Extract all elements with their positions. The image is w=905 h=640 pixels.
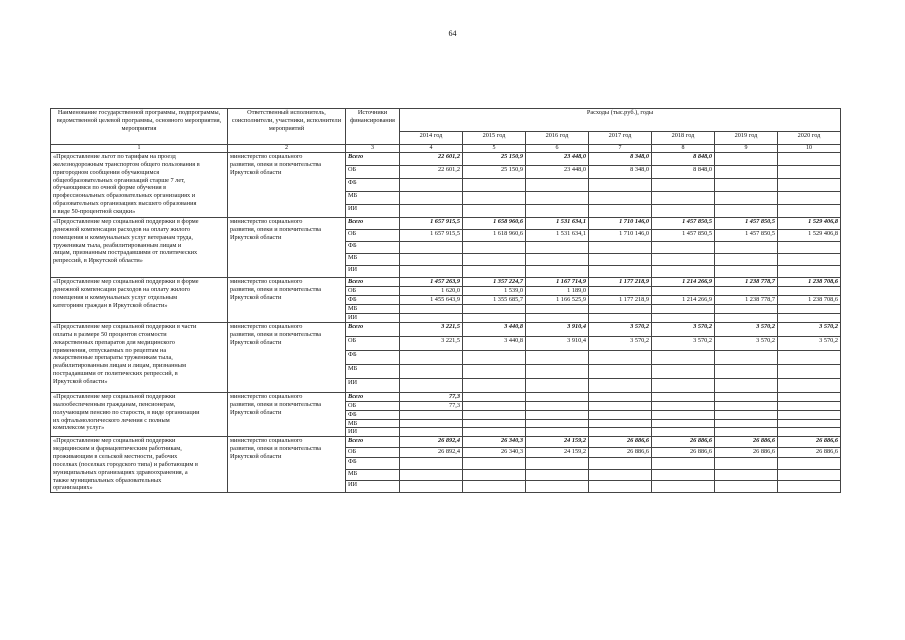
funding-source: ФБ xyxy=(346,351,400,365)
expense-value: 26 886,6 xyxy=(778,447,841,457)
expense-value xyxy=(778,365,841,379)
expense-value xyxy=(652,419,715,428)
expense-value: 1 529 406,8 xyxy=(778,230,841,242)
expense-value xyxy=(715,480,778,493)
column-number: 1 xyxy=(51,145,228,153)
expense-value: 1 657 915,5 xyxy=(400,218,463,230)
expense-value xyxy=(589,401,652,410)
expense-value xyxy=(715,419,778,428)
expense-value: 1 238 778,7 xyxy=(715,278,778,287)
funding-source: Всего xyxy=(346,278,400,287)
expense-value xyxy=(652,480,715,493)
expense-value: 3 570,2 xyxy=(715,323,778,337)
funding-source: Всего xyxy=(346,393,400,402)
expense-value xyxy=(778,480,841,493)
expense-value xyxy=(526,179,589,192)
funding-source: ОБ xyxy=(346,401,400,410)
expense-value xyxy=(652,428,715,437)
expense-value xyxy=(715,470,778,480)
expense-value xyxy=(400,179,463,192)
expense-value: 1 531 634,1 xyxy=(526,230,589,242)
funding-source: ИИ xyxy=(346,428,400,437)
expense-value xyxy=(778,419,841,428)
expense-value: 1 166 525,9 xyxy=(526,296,589,305)
expense-value: 1 177 218,9 xyxy=(589,296,652,305)
header-sources: Источники финансирования xyxy=(346,109,400,145)
expense-value xyxy=(652,287,715,296)
expense-value xyxy=(589,254,652,266)
expense-value xyxy=(778,287,841,296)
expense-value: 1 657 915,5 xyxy=(400,230,463,242)
expense-value: 23 448,0 xyxy=(526,166,589,179)
expense-value xyxy=(715,305,778,314)
expense-value xyxy=(526,419,589,428)
funding-source: ФБ xyxy=(346,242,400,254)
expense-value xyxy=(400,254,463,266)
expense-value xyxy=(526,266,589,278)
expense-value xyxy=(526,379,589,393)
expense-value: 1 238 708,6 xyxy=(778,296,841,305)
expense-value xyxy=(652,179,715,192)
expense-value xyxy=(589,192,652,205)
measure-name: «Предоставление мер социальной поддержки малообеспеченным гражданам, пенсионерам, получающим пенсию по старости, в виде организации их офтальмологического лечения с полным комплексом услуг» xyxy=(51,393,228,437)
expense-value: 1 214 266,9 xyxy=(652,296,715,305)
column-number: 9 xyxy=(715,145,778,153)
expense-value: 1 189,0 xyxy=(526,287,589,296)
column-number: 5 xyxy=(463,145,526,153)
expense-value: 1 357 224,7 xyxy=(463,278,526,287)
expense-value xyxy=(400,314,463,323)
funding-source: ИИ xyxy=(346,480,400,493)
measure-name: «Предоставление льгот по тарифам на проезд железнодорожным транспортом общего пользования в пригородном сообщении обучающимся общеобразовательных организаций старше 7 лет, обучающимся по очной форме обучения в профессиональных образовательных организациях и образовательных организациях высшего образования в виде 50-процентной скидки» xyxy=(51,153,228,218)
expense-value xyxy=(463,242,526,254)
expense-value: 8 348,0 xyxy=(589,166,652,179)
expense-value: 1 531 634,1 xyxy=(526,218,589,230)
funding-source: ИИ xyxy=(346,379,400,393)
expense-value: 26 886,6 xyxy=(652,447,715,457)
column-number: 4 xyxy=(400,145,463,153)
expense-value xyxy=(652,379,715,393)
expense-value: 26 886,6 xyxy=(778,437,841,447)
expense-value xyxy=(589,419,652,428)
funding-source: Всего xyxy=(346,323,400,337)
expense-value xyxy=(778,428,841,437)
funding-source: ИИ xyxy=(346,205,400,218)
expense-value xyxy=(715,192,778,205)
expense-value xyxy=(589,242,652,254)
expense-value xyxy=(778,166,841,179)
expense-value xyxy=(526,458,589,470)
expense-value: 3 570,2 xyxy=(589,337,652,351)
expense-value xyxy=(715,458,778,470)
expense-value: 3 570,2 xyxy=(778,323,841,337)
expense-value xyxy=(715,266,778,278)
expense-value: 26 886,6 xyxy=(589,447,652,457)
expense-value xyxy=(778,242,841,254)
expense-value xyxy=(589,305,652,314)
funding-source: ФБ xyxy=(346,458,400,470)
expense-value xyxy=(589,428,652,437)
expense-value xyxy=(589,205,652,218)
expense-value: 3 570,2 xyxy=(778,337,841,351)
expense-value xyxy=(778,205,841,218)
expense-value xyxy=(526,365,589,379)
expense-value: 1 177 218,9 xyxy=(589,278,652,287)
expense-value xyxy=(463,401,526,410)
expense-value xyxy=(715,153,778,166)
expense-value xyxy=(715,166,778,179)
expense-value xyxy=(652,266,715,278)
column-number: 3 xyxy=(346,145,400,153)
expense-value xyxy=(715,242,778,254)
expense-value xyxy=(463,365,526,379)
expense-value: 3 570,2 xyxy=(715,337,778,351)
header-year: 2018 год xyxy=(652,132,715,145)
funding-source: ИИ xyxy=(346,266,400,278)
table-row xyxy=(51,218,841,230)
expense-value xyxy=(463,393,526,402)
expense-value: 3 570,2 xyxy=(652,337,715,351)
expense-value: 8 848,0 xyxy=(652,153,715,166)
expense-value xyxy=(589,365,652,379)
funding-source: ФБ xyxy=(346,296,400,305)
expense-value xyxy=(400,365,463,379)
expense-value xyxy=(463,179,526,192)
funding-source: МБ xyxy=(346,470,400,480)
expense-value xyxy=(526,305,589,314)
expense-value xyxy=(715,410,778,419)
expense-value: 1 457 850,5 xyxy=(715,218,778,230)
expense-value xyxy=(526,254,589,266)
expense-value: 1 620,0 xyxy=(400,287,463,296)
funding-source: ОБ xyxy=(346,230,400,242)
budget-table xyxy=(50,108,841,493)
expense-value: 3 910,4 xyxy=(526,323,589,337)
expense-value xyxy=(778,153,841,166)
responsible-executor: министерство социального развития, опеки и попечительства Иркутской области xyxy=(228,153,346,218)
expense-value xyxy=(652,458,715,470)
expense-value xyxy=(652,393,715,402)
funding-source: Всего xyxy=(346,153,400,166)
funding-source: МБ xyxy=(346,305,400,314)
responsible-executor: министерство социального развития, опеки и попечительства Иркутской области xyxy=(228,218,346,278)
funding-source: Всего xyxy=(346,218,400,230)
expense-value: 1 457 850,5 xyxy=(652,218,715,230)
expense-value: 26 892,4 xyxy=(400,447,463,457)
expense-value xyxy=(589,393,652,402)
expense-value xyxy=(589,470,652,480)
expense-value: 26 340,3 xyxy=(463,447,526,457)
expense-value: 1 618 960,6 xyxy=(463,230,526,242)
expense-value xyxy=(778,470,841,480)
expense-value: 1 238 708,6 xyxy=(778,278,841,287)
header-year: 2014 год xyxy=(400,132,463,145)
expense-value xyxy=(463,192,526,205)
expense-value xyxy=(652,205,715,218)
expense-value xyxy=(652,192,715,205)
expense-value xyxy=(526,401,589,410)
table-row xyxy=(51,153,841,166)
expense-value xyxy=(652,401,715,410)
expense-value: 1 539,0 xyxy=(463,287,526,296)
header-year: 2016 год xyxy=(526,132,589,145)
expense-value xyxy=(589,314,652,323)
expense-value: 26 340,3 xyxy=(463,437,526,447)
expense-value xyxy=(715,179,778,192)
expense-value xyxy=(778,458,841,470)
expense-value xyxy=(526,428,589,437)
expense-value xyxy=(400,242,463,254)
expense-value: 3 221,5 xyxy=(400,323,463,337)
expense-value xyxy=(400,351,463,365)
column-number: 10 xyxy=(778,145,841,153)
expense-value xyxy=(778,179,841,192)
expense-value xyxy=(526,351,589,365)
expense-value: 1 710 146,0 xyxy=(589,218,652,230)
expense-value: 1 214 266,9 xyxy=(652,278,715,287)
expense-value: 3 440,8 xyxy=(463,323,526,337)
header-expenses: Расходы (тыс.руб.), годы xyxy=(400,109,841,132)
table-row xyxy=(51,437,841,447)
expense-value xyxy=(589,480,652,493)
expense-value xyxy=(589,410,652,419)
column-number: 8 xyxy=(652,145,715,153)
expense-value xyxy=(400,480,463,493)
expense-value xyxy=(400,205,463,218)
header-year: 2017 год xyxy=(589,132,652,145)
header-year: 2019 год xyxy=(715,132,778,145)
expense-value xyxy=(778,192,841,205)
measure-name: «Предоставление мер социальной поддержки в форме денежной компенсации расходов на оплату жилого помещения и коммунальных услуг отдельным категориям граждан в Иркутской области» xyxy=(51,278,228,323)
expense-value xyxy=(778,410,841,419)
funding-source: ФБ xyxy=(346,179,400,192)
expense-value: 1 455 643,9 xyxy=(400,296,463,305)
expense-value xyxy=(715,205,778,218)
responsible-executor: министерство социального развития, опеки и попечительства Иркутской области xyxy=(228,323,346,393)
expense-value: 24 159,2 xyxy=(526,437,589,447)
expense-value xyxy=(463,470,526,480)
expense-value: 26 886,6 xyxy=(589,437,652,447)
expense-value xyxy=(715,393,778,402)
funding-source: ФБ xyxy=(346,410,400,419)
column-number: 6 xyxy=(526,145,589,153)
expense-value xyxy=(463,419,526,428)
expense-value xyxy=(526,393,589,402)
expense-value: 26 886,6 xyxy=(652,437,715,447)
expense-value xyxy=(526,192,589,205)
expense-value: 1 529 406,8 xyxy=(778,218,841,230)
expense-value xyxy=(463,379,526,393)
responsible-executor: министерство социального развития, опеки и попечительства Иркутской области xyxy=(228,437,346,493)
expense-value xyxy=(526,314,589,323)
page-number: 64 xyxy=(448,29,457,38)
expense-value xyxy=(463,254,526,266)
expense-value xyxy=(463,351,526,365)
table-row xyxy=(51,393,841,402)
funding-source: МБ xyxy=(346,254,400,266)
expense-value xyxy=(652,410,715,419)
expense-value xyxy=(715,254,778,266)
expense-value: 1 457 263,9 xyxy=(400,278,463,287)
expense-value xyxy=(400,192,463,205)
expense-value xyxy=(400,305,463,314)
expense-value xyxy=(526,410,589,419)
expense-value xyxy=(589,351,652,365)
expense-value: 24 159,2 xyxy=(526,447,589,457)
expense-value xyxy=(526,242,589,254)
expense-value: 1 710 146,0 xyxy=(589,230,652,242)
expense-value xyxy=(778,393,841,402)
expense-value: 22 601,2 xyxy=(400,153,463,166)
expense-value xyxy=(400,428,463,437)
expense-value xyxy=(526,205,589,218)
expense-value: 22 601,2 xyxy=(400,166,463,179)
measure-name: «Предоставление мер социальной поддержки в форме денежной компенсации расходов на оплату жилого помещения и коммунальных услуг ветеранам труда, труженикам тыла, реабилитированным лицам и лицам, признанным пострадавшими от политических репрессий, в Иркутской области» xyxy=(51,218,228,278)
table-row xyxy=(51,278,841,287)
funding-source: ОБ xyxy=(346,447,400,457)
funding-source: МБ xyxy=(346,365,400,379)
expense-value xyxy=(463,458,526,470)
expense-value xyxy=(463,205,526,218)
expense-value xyxy=(463,480,526,493)
expense-value xyxy=(715,379,778,393)
funding-source: ОБ xyxy=(346,337,400,351)
expense-value: 1 457 850,5 xyxy=(652,230,715,242)
header-responsible: Ответственный исполнитель, соисполнители, участники, исполнители мероприятий xyxy=(228,109,346,145)
expense-value: 77,3 xyxy=(400,401,463,410)
expense-value xyxy=(715,428,778,437)
expense-value xyxy=(778,266,841,278)
expense-value xyxy=(589,266,652,278)
expense-value xyxy=(526,470,589,480)
expense-value xyxy=(652,351,715,365)
expense-value xyxy=(715,351,778,365)
expense-value: 25 150,9 xyxy=(463,153,526,166)
expense-value xyxy=(652,470,715,480)
expense-value xyxy=(652,314,715,323)
expense-value xyxy=(652,254,715,266)
header-name: Наименование государственной программы, подпрограммы, ведомственной целевой программы, основного мероприятия, мероприятия xyxy=(51,109,228,145)
expense-value: 1 167 714,9 xyxy=(526,278,589,287)
expense-value xyxy=(778,314,841,323)
expense-value: 1 238 778,7 xyxy=(715,296,778,305)
expense-value: 8 848,0 xyxy=(652,166,715,179)
expense-value xyxy=(589,458,652,470)
expense-value xyxy=(400,379,463,393)
expense-value xyxy=(526,480,589,493)
expense-value: 77,3 xyxy=(400,393,463,402)
expense-value xyxy=(652,242,715,254)
expense-value xyxy=(715,287,778,296)
expense-value xyxy=(652,305,715,314)
expense-value xyxy=(778,351,841,365)
expense-value xyxy=(652,365,715,379)
expense-value: 25 150,9 xyxy=(463,166,526,179)
expense-value: 3 440,8 xyxy=(463,337,526,351)
header-year: 2020 год xyxy=(778,132,841,145)
expense-value xyxy=(778,305,841,314)
expense-value xyxy=(778,401,841,410)
expense-value xyxy=(400,470,463,480)
expense-value: 26 886,6 xyxy=(715,447,778,457)
expense-value xyxy=(463,305,526,314)
expense-value: 3 570,2 xyxy=(589,323,652,337)
expense-value xyxy=(778,379,841,393)
expense-value: 3 221,5 xyxy=(400,337,463,351)
expense-value xyxy=(463,314,526,323)
measure-name: «Предоставление мер социальной поддержки в части оплаты в размере 50 процентов стоимости лекарственных препаратов для медицинского применения, отпускаемых по рецептам на лекарственные препараты труженикам тыла, реабилитированным лицам и лицам, признанным пострадавшими от политических репрессий, в Иркутской области» xyxy=(51,323,228,393)
expense-value: 3 910,4 xyxy=(526,337,589,351)
expense-value xyxy=(589,179,652,192)
measure-name: «Предоставление мер социальной поддержки медицинским и фармацевтическим работникам, проживающим в сельской местности, рабочих поселках (поселках городского типа) и работающим в муниципальных организациях здравоохранения, а также муниципальных образовательных организациях» xyxy=(51,437,228,493)
expense-value: 3 570,2 xyxy=(652,323,715,337)
expense-value: 26 892,4 xyxy=(400,437,463,447)
funding-source: МБ xyxy=(346,192,400,205)
funding-source: ИИ xyxy=(346,314,400,323)
expense-value xyxy=(400,266,463,278)
expense-value: 26 886,6 xyxy=(715,437,778,447)
expense-value: 1 457 850,5 xyxy=(715,230,778,242)
expense-value xyxy=(463,410,526,419)
expense-value xyxy=(463,428,526,437)
column-number: 2 xyxy=(228,145,346,153)
column-number: 7 xyxy=(589,145,652,153)
expense-value: 23 448,0 xyxy=(526,153,589,166)
expense-value: 1 658 960,6 xyxy=(463,218,526,230)
funding-source: МБ xyxy=(346,419,400,428)
expense-value xyxy=(400,410,463,419)
table-row xyxy=(51,323,841,337)
funding-source: Всего xyxy=(346,437,400,447)
expense-value xyxy=(400,458,463,470)
expense-value xyxy=(715,365,778,379)
expense-value xyxy=(463,266,526,278)
expense-value: 8 348,0 xyxy=(589,153,652,166)
expense-value xyxy=(715,401,778,410)
expense-value xyxy=(400,419,463,428)
expense-value xyxy=(715,314,778,323)
expense-value xyxy=(778,254,841,266)
expense-value: 1 355 685,7 xyxy=(463,296,526,305)
header-year: 2015 год xyxy=(463,132,526,145)
funding-source: ОБ xyxy=(346,166,400,179)
responsible-executor: министерство социального развития, опеки и попечительства Иркутской области xyxy=(228,278,346,323)
expense-value xyxy=(589,379,652,393)
responsible-executor: министерство социального развития, опеки и попечительства Иркутской области xyxy=(228,393,346,437)
funding-source: ОБ xyxy=(346,287,400,296)
expense-value xyxy=(589,287,652,296)
